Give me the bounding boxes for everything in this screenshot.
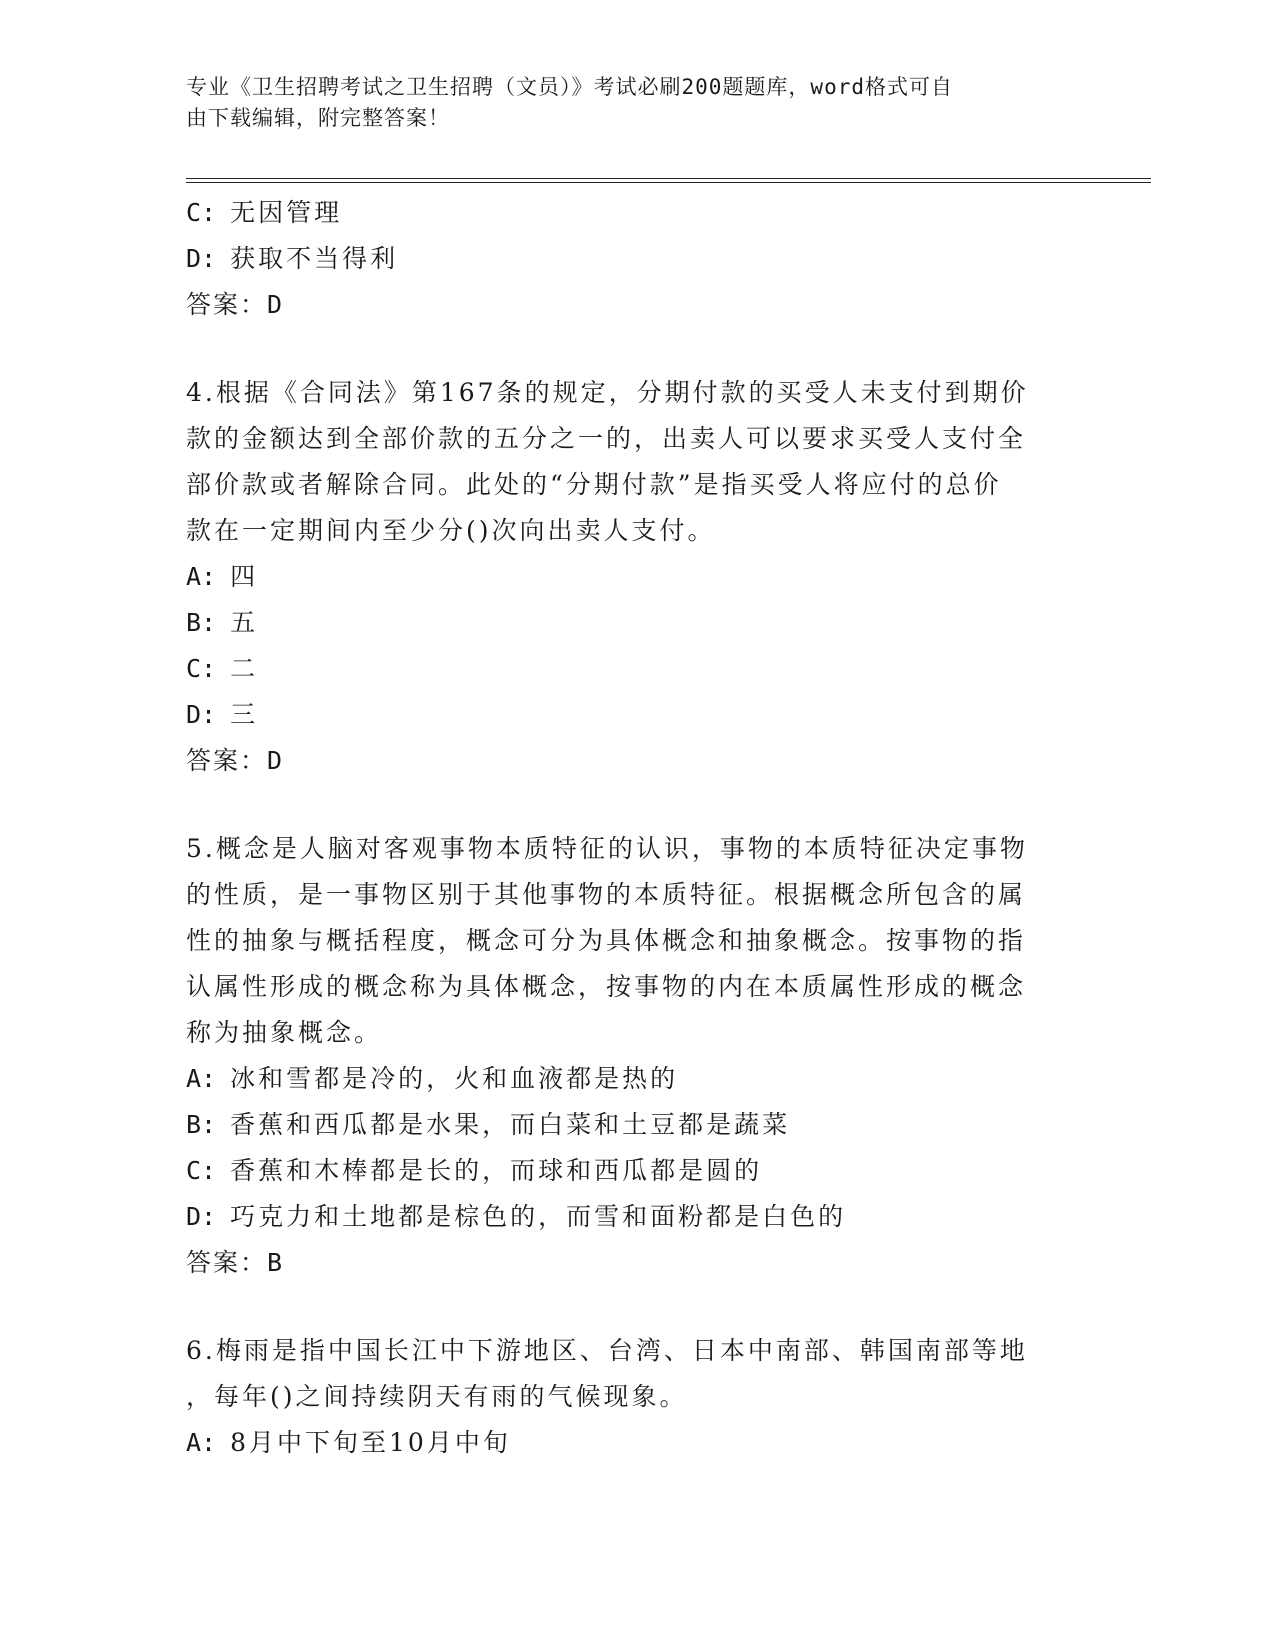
question-stem — [186, 370, 1066, 554]
stem-line: 款的金额达到全部价款的五分之一的，出卖人可以要求买受人支付全 — [186, 424, 1027, 453]
option-text: 香蕉和木棒都是长的，而球和西瓜都是圆的 — [230, 1156, 763, 1185]
stem-line: ，每年()之间持续阴天有雨的气候现象。 — [186, 1382, 688, 1411]
question-4 — [186, 370, 1066, 784]
option-text: 获取不当得利 — [230, 244, 399, 273]
option-text: 五 — [230, 608, 259, 637]
stem-line: 性的抽象与概括程度，概念可分为具体概念和抽象概念。按事物的指 — [186, 926, 1027, 955]
header-line-2: 由下载编辑，附完整答案！ — [186, 106, 450, 130]
question-5 — [186, 826, 1066, 1286]
stem-line: 6.梅雨是指中国长江中下游地区、台湾、日本中南部、韩国南部等地 — [186, 1336, 1028, 1365]
option-text: 冰和雪都是冷的，火和血液都是热的 — [230, 1064, 679, 1093]
answer-line — [186, 1240, 1066, 1286]
answer-value: D — [267, 290, 285, 319]
stem-line: 的性质，是一事物区别于其他事物的本质特征。根据概念所包含的属 — [186, 880, 1027, 909]
option-text: 香蕉和西瓜都是水果，而白菜和土豆都是蔬菜 — [230, 1110, 791, 1139]
question-stem — [186, 826, 1066, 1056]
option-b — [186, 600, 1066, 646]
option-text: 8月中下旬至10月中旬 — [230, 1428, 511, 1457]
stem-line: 部价款或者解除合同。此处的“分期付款”是指买受人将应付的总价 — [186, 470, 1002, 499]
page-header — [186, 72, 1066, 134]
option-a — [186, 1420, 1066, 1466]
answer-label: 答案： — [186, 746, 268, 775]
option-c — [186, 1148, 1066, 1194]
answer-value: D — [267, 746, 285, 775]
question-stem — [186, 1328, 1066, 1420]
option-label: A: — [186, 1428, 217, 1457]
option-b — [186, 1102, 1066, 1148]
stem-line: 5.概念是人脑对客观事物本质特征的认识，事物的本质特征决定事物 — [186, 834, 1028, 863]
question-gap — [186, 328, 1066, 370]
header-divider-bottom — [186, 182, 1151, 183]
option-text: 无因管理 — [230, 198, 343, 227]
option-text: 巧克力和土地都是棕色的，而雪和面粉都是白色的 — [230, 1202, 847, 1231]
option-d — [186, 1194, 1066, 1240]
question-content — [186, 190, 1066, 1466]
option-label: D: — [186, 244, 217, 273]
stem-line: 4.根据《合同法》第167条的规定，分期付款的买受人未支付到期价 — [186, 378, 1029, 407]
question-gap — [186, 784, 1066, 826]
header-line-1: 专业《卫生招聘考试之卫生招聘（文员）》考试必刷200题题库，word格式可自 — [186, 75, 953, 99]
option-text: 四 — [230, 562, 259, 591]
answer-line — [186, 282, 1066, 328]
option-text: 二 — [230, 654, 259, 683]
answer-line — [186, 738, 1066, 784]
option-label: B: — [186, 1110, 217, 1139]
option-c — [186, 646, 1066, 692]
option-label: D: — [186, 700, 217, 729]
option-a — [186, 554, 1066, 600]
option-label: C: — [186, 654, 217, 683]
answer-label: 答案： — [186, 290, 268, 319]
stem-line: 认属性形成的概念称为具体概念，按事物的内在本质属性形成的概念 — [186, 972, 1027, 1001]
option-c — [186, 190, 1066, 236]
option-d — [186, 692, 1066, 738]
option-label: B: — [186, 608, 217, 637]
option-d — [186, 236, 1066, 282]
question-gap — [186, 1286, 1066, 1328]
option-label: D: — [186, 1202, 217, 1231]
option-label: A: — [186, 562, 217, 591]
header-divider-top — [186, 178, 1151, 179]
option-text: 三 — [230, 700, 259, 729]
stem-line: 款在一定期间内至少分()次向出卖人支付。 — [186, 516, 716, 545]
option-a — [186, 1056, 1066, 1102]
option-label: C: — [186, 1156, 217, 1185]
question-3-tail — [186, 190, 1066, 328]
question-6 — [186, 1328, 1066, 1466]
answer-label: 答案： — [186, 1248, 268, 1277]
option-label: A: — [186, 1064, 217, 1093]
answer-value: B — [267, 1248, 285, 1277]
option-label: C: — [186, 198, 217, 227]
stem-line: 称为抽象概念。 — [186, 1018, 383, 1047]
